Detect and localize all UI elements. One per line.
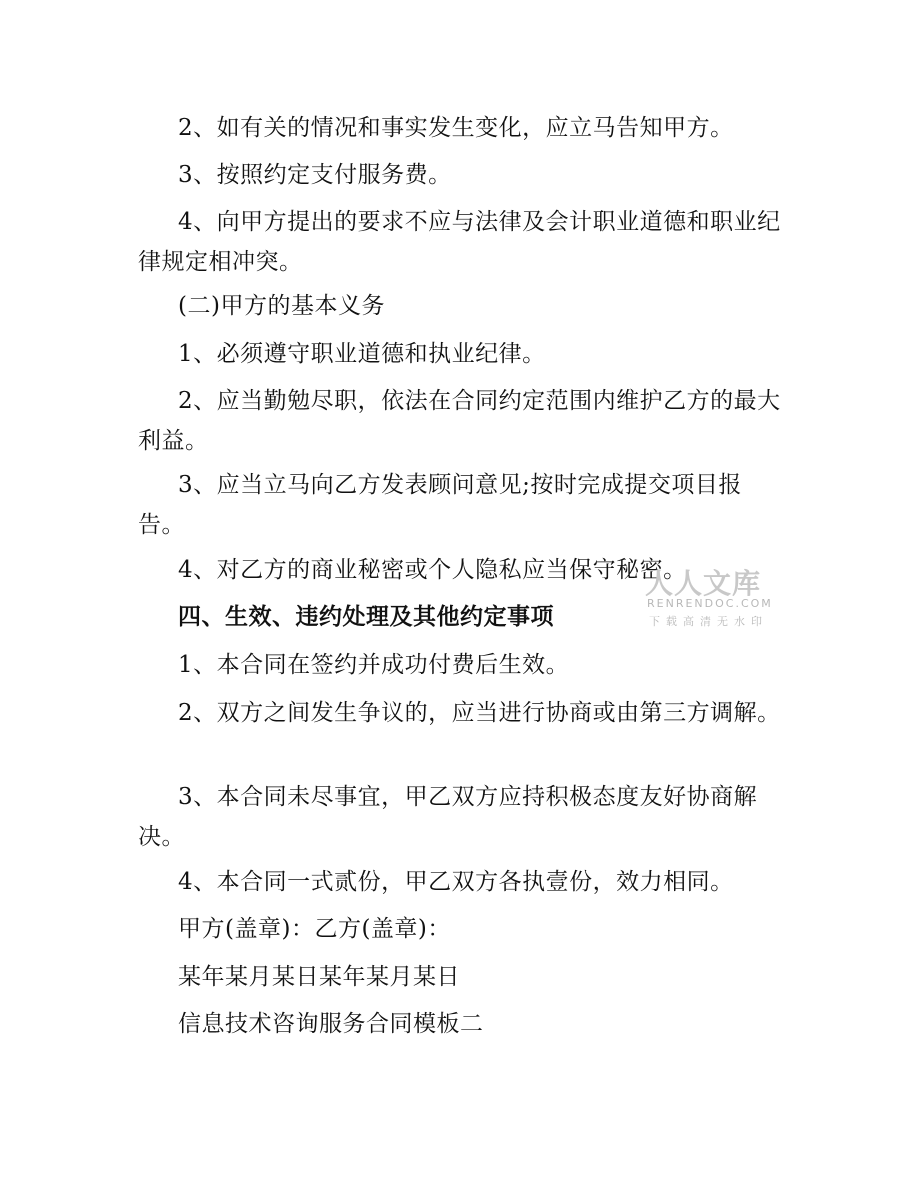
signature-line: 甲方(盖章)：乙方(盖章)：	[178, 916, 451, 942]
watermark-domain: RENRENDOC.COM	[647, 597, 773, 610]
paragraph-obligation-3: 3、按照约定支付服务费。	[178, 162, 452, 188]
paragraph-clause-4: 4、本合同一式贰份，甲乙双方各执壹份，效力相同。	[178, 869, 734, 895]
watermark-logo: 人人文库	[645, 567, 762, 600]
section-heading-effectiveness: 四、生效、违约处理及其他约定事项	[178, 603, 554, 630]
watermark	[645, 562, 775, 632]
watermark-tagline: 下载高清无水印	[649, 615, 768, 628]
paragraph-duty-2: 2、应当勤勉尽职，依法在合同约定范围内维护乙方的最大利益。	[138, 388, 781, 454]
section-heading-party-a-duties: (二)甲方的基本义务	[178, 293, 385, 319]
paragraph-duty-1: 1、必须遵守职业道德和执业纪律。	[178, 341, 546, 367]
paragraph-duty-4: 4、对乙方的商业秘密或个人隐私应当保守秘密。	[178, 557, 687, 583]
paragraph-obligation-2: 2、如有关的情况和事实发生变化，应立马告知甲方。	[178, 115, 734, 141]
paragraph-obligation-4: 4、向甲方提出的要求不应与法律及会计职业道德和职业纪律规定相冲突。	[138, 209, 781, 275]
paragraph-clause-2: 2、双方之间发生争议的，应当进行协商或由第三方调解。	[178, 700, 781, 726]
paragraph-clause-3: 3、本合同未尽事宜，甲乙双方应持积极态度友好协商解决。	[138, 784, 758, 850]
template-title: 信息技术咨询服务合同模板二	[178, 1011, 484, 1037]
date-line: 某年某月某日某年某月某日	[178, 964, 460, 990]
paragraph-clause-1: 1、本合同在签约并成功付费后生效。	[178, 652, 570, 678]
paragraph-duty-3: 3、应当立马向乙方发表顾问意见;按时完成提交项目报告。	[138, 472, 742, 538]
